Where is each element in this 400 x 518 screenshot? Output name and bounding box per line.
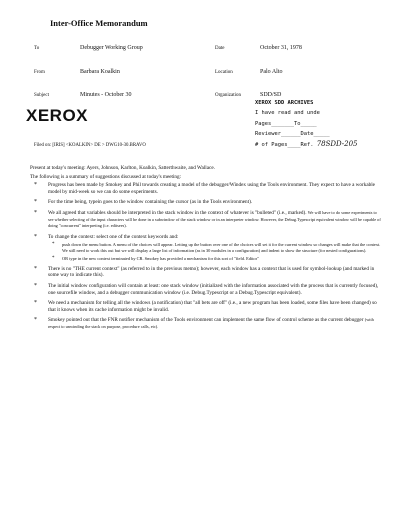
to-value: Debugger Working Group: [80, 45, 143, 51]
sub-list-item: [48, 242, 382, 254]
stamp-pages-row: Pages_______To_____: [255, 120, 317, 127]
organization-value: SDD/SD: [260, 92, 282, 98]
organization-label: Organization: [215, 93, 242, 98]
list-item: [30, 234, 382, 262]
list-item: [30, 210, 382, 230]
stamp-ref-label: Ref.: [300, 142, 314, 149]
bullet-icon: *: [34, 282, 37, 289]
xerox-logo: XEROX: [26, 106, 89, 125]
list-item: [30, 283, 382, 296]
list-item: [30, 199, 382, 206]
item-text: Progress has been made by Smokey and Phil towards creating a model of the debugger/Windex using the Tools environment. They expect to have a workable model by mid-week so we can do some experiments.: [48, 182, 375, 195]
stamp-ref-value: 78SDD-205: [316, 140, 358, 149]
bullet-icon: *: [34, 209, 37, 216]
bullet-icon: *: [34, 317, 37, 324]
item-text: The initial window configuration will contain at least: one stack window (initialized with the information associated with the process that is currently focused), one sourcefile window, and a debugger communication window (i.e. Debug.Typescript or a Debug.Typescript equivalent).: [48, 282, 379, 296]
filed-on: Filed on: [IRIS] <KOALKIN> DE > DWG10-30.BRAVO: [34, 143, 146, 148]
item-text: We need a mechanism for telling all the windows (a notification) that "all bets are off" (i.e., a new program has been loaded, some files have been changed) so that it knows when its cache information might be invalid.: [48, 300, 377, 313]
stamp-to-label: To: [293, 120, 301, 127]
item-text: We all agreed that variables should be interpreted in the stack window in the context of whatever is "bulleted" (i.e., marked).: [48, 209, 307, 216]
stamp-date-label: Date: [300, 130, 314, 137]
item-text: For the time being, typein goes to the window containing the cursor (as in the Tools environment).: [48, 199, 253, 206]
stamp-numpages-row: # of Pages____Ref. 78SDD-205: [255, 140, 358, 149]
sub-bullet-icon: *: [52, 255, 55, 261]
bullet-icon: *: [34, 300, 37, 307]
archive-stamp: [255, 98, 387, 150]
item-note: (with respect to unwinding the stack on purpose, procedure calls, etc).: [48, 317, 374, 329]
to-label: To: [34, 46, 40, 51]
stamp-line-2: I have read and unde: [255, 110, 320, 117]
date-value: October 31, 1978: [260, 45, 302, 51]
present-line: Present at today's meeting: Ayers, Johnson, Karlton, Koalkin, Satterthwaite, and Wallace.: [30, 165, 215, 171]
sub-bullet-icon: *: [52, 242, 55, 248]
bullet-icon: *: [34, 199, 37, 206]
item-note: We will have to do some experiments to see whether selecting of the input characters will be done in a subwindow of the stack window or in an interpreter window. However, the Debug.Typescript equivalent window will be capable of doing "concurrent" interpreting (i.e. editsees).: [48, 209, 381, 229]
from-value: Barbara Koalkin: [80, 69, 120, 75]
list-item: [30, 300, 382, 313]
summary-line: The following is a summary of suggestions discussed at today's meeting:: [30, 173, 182, 180]
sub-list-item: [48, 256, 382, 262]
sub-item-text: OR type in the new context terminated by CR. Smokey has provided a mechanism for this sort of "field. Editor": [62, 255, 259, 261]
stamp-line-1: XEROX SDD ARCHIVES: [255, 100, 314, 106]
from-label: From: [34, 70, 45, 75]
bullet-icon: *: [34, 265, 37, 272]
bullet-icon: *: [34, 182, 37, 189]
list-item: [30, 317, 382, 330]
sub-item-text: push down the menu button. A menu of the choices will appear. Letting up the button over one of the choices will set it for the current window so changes will make that the context. We still need to work this out but we will display a large list of information (as in 30 modules in a configuration) and indent to show the structure (for nested configurations).: [62, 242, 381, 254]
stamp-numpages-label: # of Pages: [255, 142, 288, 149]
stamp-reviewer-row: Reviewer______Date_____: [255, 130, 330, 137]
bullet-icon: *: [34, 233, 37, 240]
item-text: Smokey pointed out that the FNR notifier mechanism of the Tools environment can implement the same flow of control scheme as the current debugger: [48, 317, 364, 324]
memo-title: Inter-Office Memorandum: [50, 18, 148, 28]
subject-label: Subject: [34, 93, 49, 98]
suggestion-list: [30, 182, 382, 330]
item-text: There is no "THE current context" (as referred to in the previous memo); however, each window has a context that is used for symbol-lookup (and marked in some way to indicate this).: [48, 265, 375, 279]
stamp-pages-label: Pages: [255, 120, 272, 127]
memo-body: [30, 165, 382, 334]
date-label: Date: [215, 46, 225, 51]
stamp-reviewer-label: Reviewer: [255, 130, 281, 137]
list-item: [30, 266, 382, 279]
subject-value: Minutes - October 30: [80, 92, 132, 98]
location-value: Palo Alto: [260, 69, 283, 75]
list-item: [30, 182, 382, 195]
location-label: Location: [215, 70, 233, 75]
item-text: To change the context: select one of the context keywords and:: [48, 233, 179, 240]
sub-list: [48, 242, 382, 261]
